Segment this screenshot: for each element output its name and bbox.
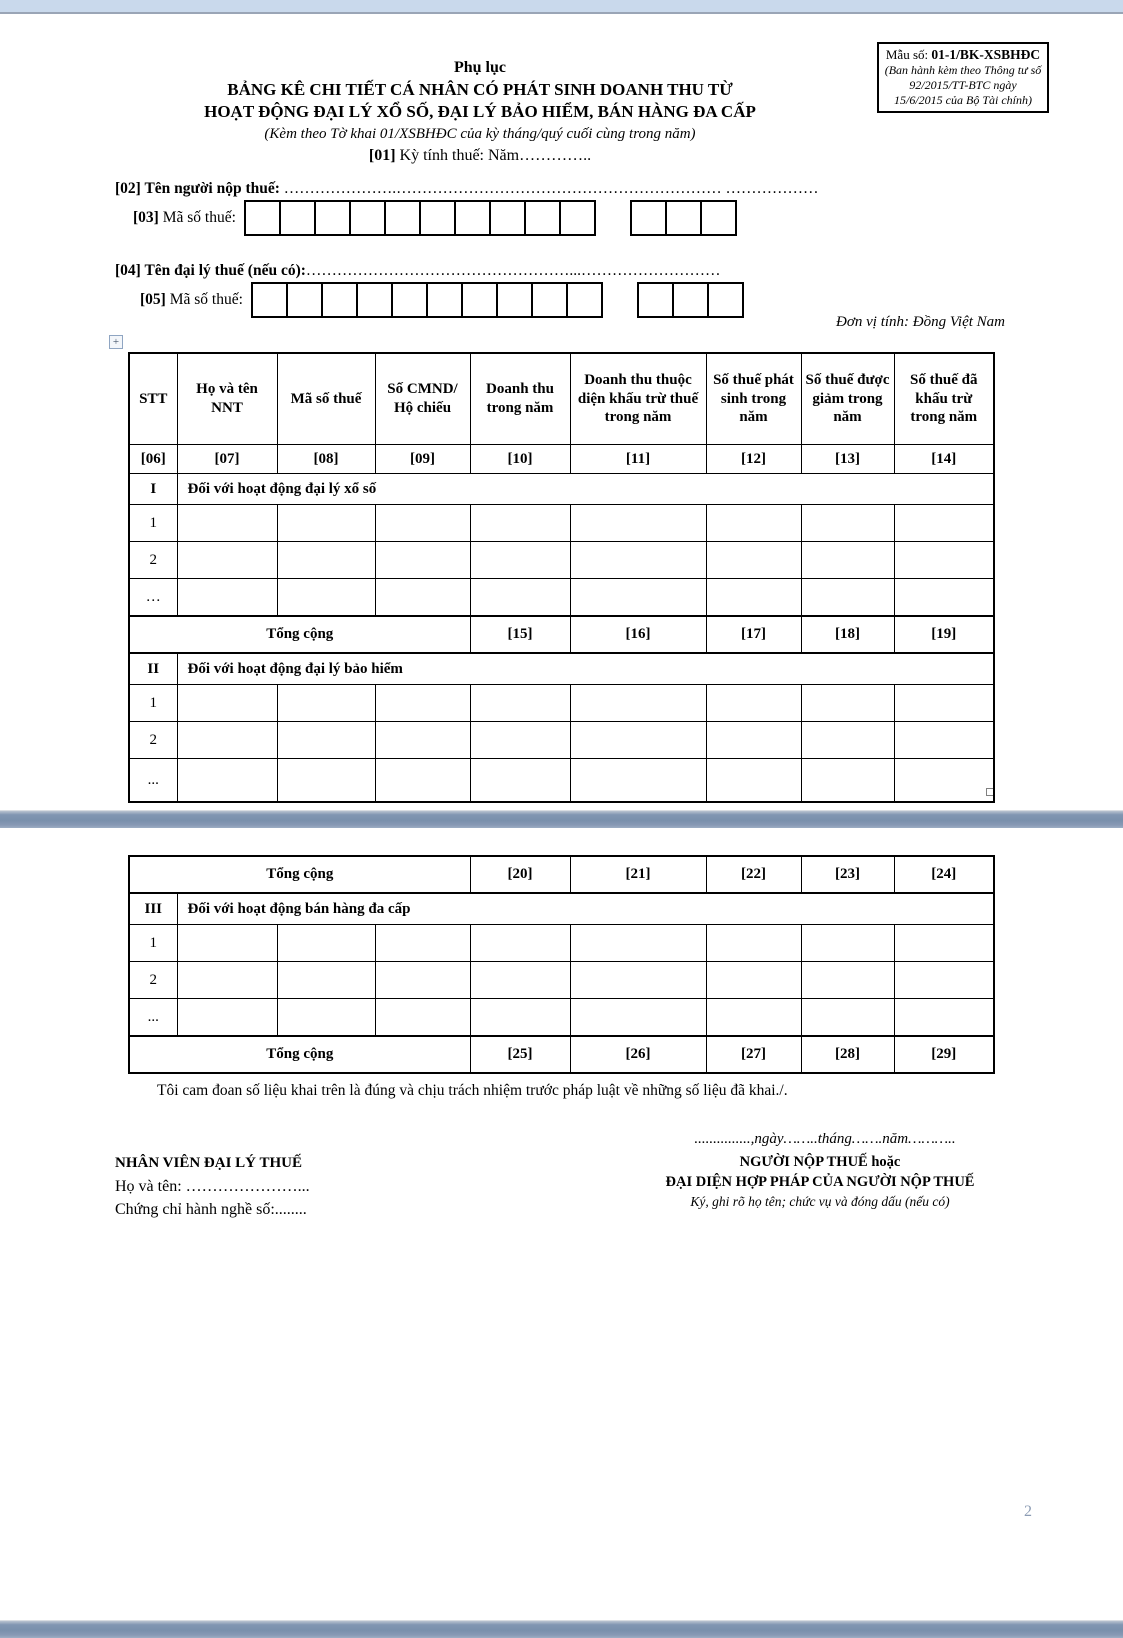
empty-cell[interactable]: [375, 925, 470, 962]
code-cell: [09]: [375, 445, 470, 474]
empty-cell[interactable]: [177, 722, 277, 759]
field-04-label: [04] Tên đại lý thuế (nếu có):: [115, 262, 306, 279]
tax-id-digit-box[interactable]: [559, 200, 596, 236]
col-header-cmnd: Số CMND/ Hộ chiếu: [375, 353, 470, 445]
table-row: [129, 685, 994, 722]
section-1-heading-row: [129, 474, 994, 505]
agent-tax-id-digit-box[interactable]: [426, 282, 463, 318]
section-2-numeral: II: [129, 653, 177, 685]
empty-cell[interactable]: [570, 505, 706, 542]
total-code-cell: [20]: [470, 856, 570, 893]
empty-cell[interactable]: [177, 999, 277, 1037]
title-line-2: HOẠT ĐỘNG ĐẠI LÝ XỔ SỐ, ĐẠI LÝ BẢO HIỂM, BÁN HÀNG ĐA CẤP: [204, 101, 756, 121]
tax-id-digit-box[interactable]: [700, 200, 737, 236]
signature-block-taxpayer: [610, 1153, 1030, 1211]
window-top-strip: [0, 0, 1123, 14]
empty-cell[interactable]: [894, 685, 994, 722]
taxpayer-title-line1: NGƯỜI NỘP THUẾ hoặc: [739, 1154, 901, 1170]
row-number: 1: [129, 505, 177, 542]
table-move-handle-icon[interactable]: +: [109, 335, 123, 349]
title-line-1: BẢNG KÊ CHI TIẾT CÁ NHÂN CÓ PHÁT SINH DOANH THU TỪ: [227, 79, 733, 99]
empty-cell[interactable]: [277, 542, 375, 579]
table-row: [129, 759, 994, 803]
section-2-heading-row: [129, 653, 994, 685]
row-number: 2: [129, 962, 177, 999]
code-cell: [07]: [177, 445, 277, 474]
table-header-row: [129, 353, 994, 445]
date-line[interactable]: ...............,ngày……..tháng…….năm………..: [694, 1131, 956, 1147]
empty-cell[interactable]: [706, 962, 801, 999]
empty-cell[interactable]: [277, 999, 375, 1037]
tax-id-digit-box[interactable]: [454, 200, 491, 236]
empty-cell[interactable]: [277, 685, 375, 722]
total-code-cell: [27]: [706, 1036, 801, 1073]
empty-cell[interactable]: [277, 722, 375, 759]
col-header-name: Họ và tên NNT: [177, 353, 277, 445]
empty-cell[interactable]: [375, 685, 470, 722]
agent-tax-id-digit-box[interactable]: [566, 282, 603, 318]
empty-cell[interactable]: [801, 962, 894, 999]
total-code-cell: [25]: [470, 1036, 570, 1073]
tax-id-boxes-main: [244, 200, 596, 236]
empty-cell[interactable]: [277, 962, 375, 999]
empty-cell[interactable]: [801, 925, 894, 962]
field-01-code: [01]: [368, 147, 396, 165]
empty-cell[interactable]: [177, 685, 277, 722]
empty-cell[interactable]: [177, 505, 277, 542]
agent-tax-id-digit-box[interactable]: [672, 282, 709, 318]
empty-cell[interactable]: [277, 579, 375, 617]
agent-tax-id-digit-box[interactable]: [391, 282, 428, 318]
col-header-withholding-revenue: Doanh thu thuộc diện khấu trừ thuế trong năm: [570, 353, 706, 445]
empty-cell[interactable]: [177, 962, 277, 999]
empty-cell[interactable]: [470, 925, 570, 962]
code-cell: [13]: [801, 445, 894, 474]
tax-id-digit-box[interactable]: [630, 200, 667, 236]
total-label: Tổng cộng: [129, 616, 470, 653]
table-row: [129, 505, 994, 542]
tax-id-digit-box[interactable]: [489, 200, 526, 236]
agent-tax-id-digit-box[interactable]: [286, 282, 323, 318]
empty-cell[interactable]: [801, 759, 894, 803]
row-number: 2: [129, 542, 177, 579]
agent-staff-name-fill[interactable]: Họ và tên: …………………...: [115, 1177, 310, 1195]
empty-cell[interactable]: [375, 579, 470, 617]
tax-id-boxes-suffix: [630, 200, 737, 236]
form-issued-note: (Ban hành kèm theo Thông tư số 92/2015/TT-BTC ngày 15/6/2015 của Bộ Tài chính): [884, 63, 1042, 107]
table-row: [129, 925, 994, 962]
tax-id-digit-box[interactable]: [314, 200, 351, 236]
empty-cell[interactable]: [894, 999, 994, 1037]
empty-cell[interactable]: [177, 925, 277, 962]
agent-staff-title: NHÂN VIÊN ĐẠI LÝ THUẾ: [115, 1155, 302, 1171]
col-header-stt: STT: [129, 353, 177, 445]
field-04-row: [115, 262, 721, 280]
tax-id-digit-box[interactable]: [349, 200, 386, 236]
row-number: …: [129, 579, 177, 617]
appendix-label: Phụ lục: [453, 59, 506, 76]
total-code-cell: [23]: [801, 856, 894, 893]
agent-tax-id-digit-box[interactable]: [356, 282, 393, 318]
empty-cell[interactable]: [375, 542, 470, 579]
col-header-mst: Mã số thuế: [277, 353, 375, 445]
empty-cell[interactable]: [570, 685, 706, 722]
taxpayer-sign-note: Ký, ghi rõ họ tên; chức vụ và đóng dấu (nếu có): [690, 1194, 950, 1210]
empty-cell[interactable]: [894, 505, 994, 542]
section-2-total-row: [129, 856, 994, 893]
field-02-label: [02] Tên người nộp thuế:: [115, 180, 280, 197]
code-cell: [08]: [277, 445, 375, 474]
empty-cell[interactable]: [177, 579, 277, 617]
row-number: 1: [129, 685, 177, 722]
row-number: 1: [129, 925, 177, 962]
section-1-numeral: I: [129, 474, 177, 505]
agent-tax-id-digit-box[interactable]: [637, 282, 674, 318]
empty-cell[interactable]: [375, 505, 470, 542]
total-code-cell: [21]: [570, 856, 706, 893]
col-header-tax-withheld: Số thuế đã khấu trừ trong năm: [894, 353, 994, 445]
empty-cell[interactable]: [570, 999, 706, 1037]
empty-cell[interactable]: [277, 505, 375, 542]
empty-cell[interactable]: [470, 685, 570, 722]
section-1-title: Đối với hoạt động đại lý xổ số: [177, 474, 994, 505]
total-code-cell: [26]: [570, 1036, 706, 1073]
empty-cell[interactable]: [570, 542, 706, 579]
agent-tax-id-digit-box[interactable]: [707, 282, 744, 318]
agent-tax-id-digit-box[interactable]: [496, 282, 533, 318]
empty-cell[interactable]: [894, 542, 994, 579]
code-cell: [12]: [706, 445, 801, 474]
page-separator-2: [0, 1620, 1123, 1638]
table-row: [129, 962, 994, 999]
empty-cell[interactable]: [894, 722, 994, 759]
empty-cell[interactable]: [470, 999, 570, 1037]
empty-cell[interactable]: [801, 542, 894, 579]
field-05-label: [05] Mã số thuế:: [140, 291, 243, 308]
page-separator-1: [0, 810, 1123, 828]
agent-tax-id-boxes-suffix: [637, 282, 744, 318]
table-row: [129, 542, 994, 579]
total-code-cell: [22]: [706, 856, 801, 893]
empty-cell[interactable]: [470, 722, 570, 759]
empty-cell[interactable]: [570, 722, 706, 759]
total-code-cell: [28]: [801, 1036, 894, 1073]
empty-cell[interactable]: [801, 999, 894, 1037]
total-code-cell: [15]: [470, 616, 570, 653]
document-title-block: [0, 58, 960, 167]
declaration-text: Tôi cam đoan số liệu khai trên là đúng và chịu trách nhiệm trước pháp luật về những số liệu đã khai./.: [157, 1082, 788, 1099]
table-codes-row: [129, 445, 994, 474]
total-label: Tổng cộng: [129, 856, 470, 893]
section-3-title: Đối với hoạt động bán hàng đa cấp: [177, 893, 994, 925]
col-header-tax-reduced: Số thuế được giảm trong năm: [801, 353, 894, 445]
total-code-cell: [29]: [894, 1036, 994, 1073]
agent-tax-id-digit-box[interactable]: [461, 282, 498, 318]
field-03-row: [133, 200, 737, 236]
total-code-cell: [19]: [894, 616, 994, 653]
total-code-cell: [24]: [894, 856, 994, 893]
tax-id-digit-box[interactable]: [279, 200, 316, 236]
col-header-revenue: Doanh thu trong năm: [470, 353, 570, 445]
page-number: 2: [1024, 1503, 1032, 1520]
section-3-numeral: III: [129, 893, 177, 925]
empty-cell[interactable]: [894, 759, 994, 803]
tax-period-line: [0, 146, 960, 167]
tax-id-digit-box[interactable]: [524, 200, 561, 236]
empty-cell[interactable]: [470, 505, 570, 542]
section-3-total-row: [129, 1036, 994, 1073]
detail-table-page2: [128, 855, 995, 1074]
table-row: [129, 999, 994, 1037]
empty-cell[interactable]: [375, 759, 470, 803]
empty-cell[interactable]: [277, 925, 375, 962]
empty-cell[interactable]: [375, 999, 470, 1037]
agent-tax-id-digit-box[interactable]: [531, 282, 568, 318]
empty-cell[interactable]: [570, 925, 706, 962]
empty-cell[interactable]: [894, 579, 994, 617]
empty-cell[interactable]: [570, 759, 706, 803]
taxpayer-name-fill[interactable]: ………………….……………………………………………………… ………………: [283, 180, 819, 197]
row-number: ...: [129, 999, 177, 1037]
col-header-tax-incurred: Số thuế phát sinh trong năm: [706, 353, 801, 445]
agent-name-fill[interactable]: ……………………………………………...………………………: [305, 262, 721, 279]
tax-id-digit-box[interactable]: [665, 200, 702, 236]
empty-cell[interactable]: [706, 542, 801, 579]
field-05-row: [140, 282, 744, 318]
empty-cell[interactable]: [375, 722, 470, 759]
code-cell: [06]: [129, 445, 177, 474]
agent-tax-id-boxes-main: [251, 282, 603, 318]
empty-cell[interactable]: [570, 962, 706, 999]
tax-id-digit-box[interactable]: [419, 200, 456, 236]
tax-id-digit-box[interactable]: [244, 200, 281, 236]
agent-tax-id-digit-box[interactable]: [321, 282, 358, 318]
table-row: [129, 722, 994, 759]
empty-cell[interactable]: [470, 542, 570, 579]
empty-cell[interactable]: [801, 722, 894, 759]
signature-block-agent: [115, 1153, 310, 1221]
row-number: 2: [129, 722, 177, 759]
field-03-label: [03] Mã số thuế:: [133, 209, 236, 226]
code-cell: [11]: [570, 445, 706, 474]
table-row: [129, 579, 994, 617]
empty-cell[interactable]: [570, 579, 706, 617]
empty-cell[interactable]: [706, 759, 801, 803]
total-label: Tổng cộng: [129, 1036, 470, 1073]
empty-cell[interactable]: [277, 759, 375, 803]
agent-staff-cert-fill[interactable]: Chứng chỉ hành nghề số:........: [115, 1200, 307, 1218]
code-cell: [14]: [894, 445, 994, 474]
attachment-note: (Kèm theo Tờ khai 01/XSBHĐC của kỳ tháng/quý cuối cùng trong năm): [264, 125, 696, 142]
empty-cell[interactable]: [177, 542, 277, 579]
empty-cell[interactable]: [375, 962, 470, 999]
empty-cell[interactable]: [706, 579, 801, 617]
currency-unit-note: Đơn vị tính: Đồng Việt Nam: [836, 314, 1005, 330]
row-number: ...: [129, 759, 177, 803]
empty-cell[interactable]: [894, 925, 994, 962]
empty-cell[interactable]: [177, 759, 277, 803]
empty-cell[interactable]: [706, 925, 801, 962]
empty-cell[interactable]: [706, 505, 801, 542]
tax-period-fill[interactable]: Kỳ tính thuế: Năm…………..: [399, 147, 592, 165]
total-code-cell: [18]: [801, 616, 894, 653]
empty-cell[interactable]: [801, 685, 894, 722]
empty-cell[interactable]: [894, 962, 994, 999]
total-code-cell: [16]: [570, 616, 706, 653]
tax-id-digit-box[interactable]: [384, 200, 421, 236]
empty-cell[interactable]: [706, 722, 801, 759]
empty-cell[interactable]: [801, 579, 894, 617]
field-02-row: [115, 180, 819, 198]
form-number-label: Mẫu số:: [885, 47, 929, 62]
section-2-title: Đối với hoạt động đại lý bảo hiểm: [177, 653, 994, 685]
empty-cell[interactable]: [470, 962, 570, 999]
empty-cell[interactable]: [801, 505, 894, 542]
empty-cell[interactable]: [470, 759, 570, 803]
empty-cell[interactable]: [470, 579, 570, 617]
section-3-heading-row: [129, 893, 994, 925]
agent-tax-id-digit-box[interactable]: [251, 282, 288, 318]
section-1-total-row: [129, 616, 994, 653]
form-number-code: 01-1/BK-XSBHĐC: [931, 47, 1041, 62]
taxpayer-title-line2: ĐẠI DIỆN HỢP PHÁP CỦA NGƯỜI NỘP THUẾ: [665, 1173, 975, 1190]
total-code-cell: [17]: [706, 616, 801, 653]
empty-cell[interactable]: [706, 685, 801, 722]
code-cell: [10]: [470, 445, 570, 474]
detail-table-page1: [128, 352, 995, 803]
empty-cell[interactable]: [706, 999, 801, 1037]
